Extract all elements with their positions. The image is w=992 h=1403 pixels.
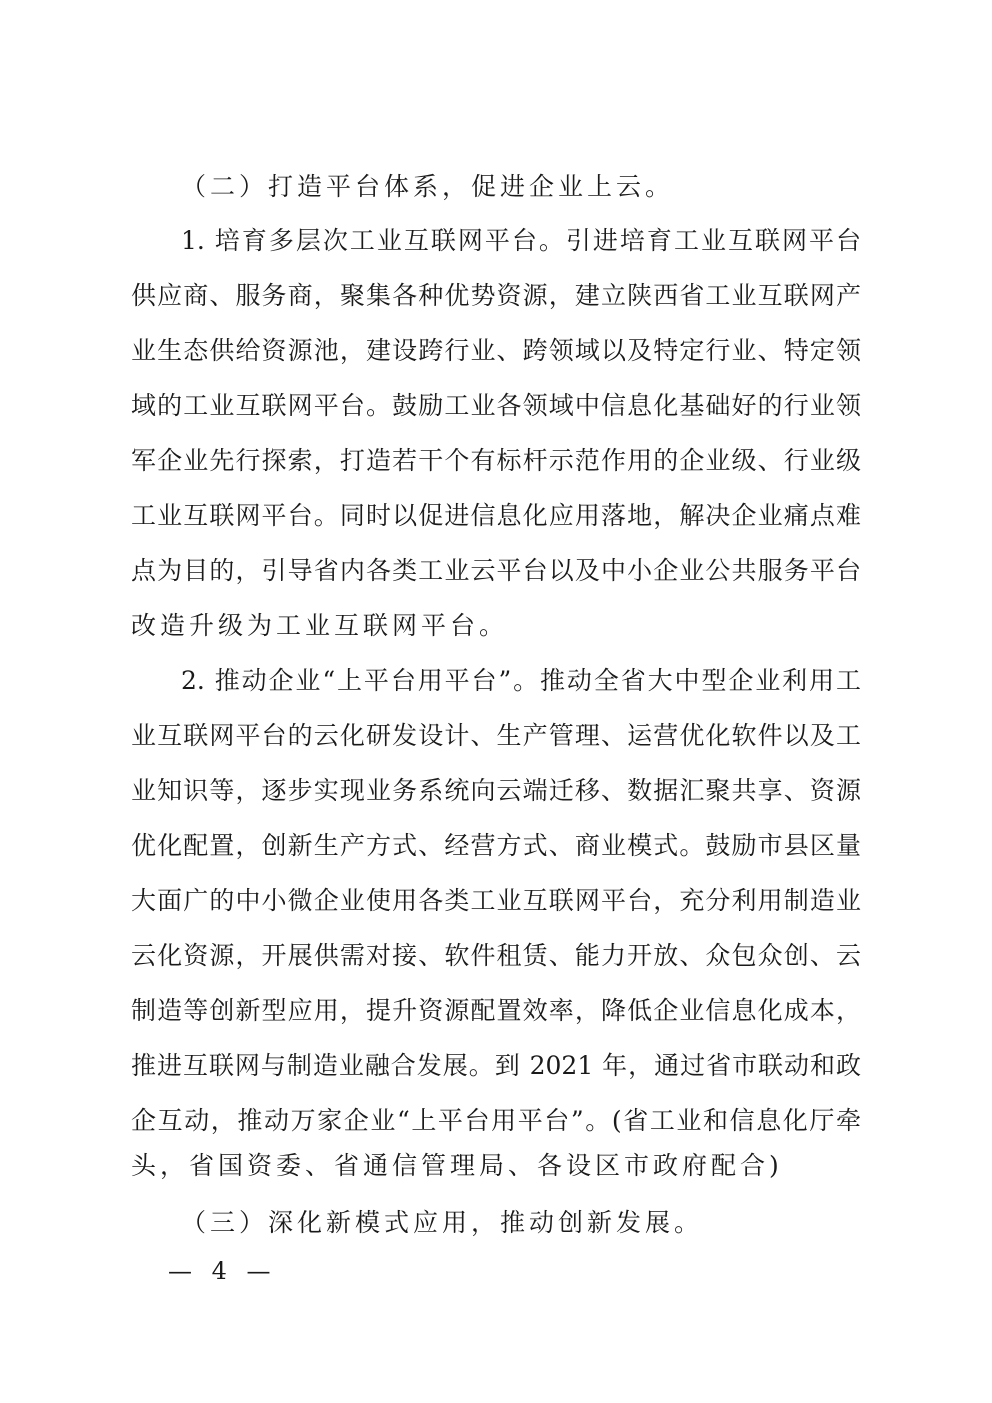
paragraph-1-line-8: 改造升级为工业互联网平台。 bbox=[131, 611, 509, 640]
paragraph-1-line-3: 业生态供给资源池，建设跨行业、跨领域以及特定行业、特定领 bbox=[131, 336, 861, 365]
page-number: — 4 — bbox=[168, 1257, 277, 1285]
section-heading-3: （三）深化新模式应用，推动创新发展。 bbox=[181, 1208, 704, 1237]
paragraph-2-line-5: 大面广的中小微企业使用各类工业互联网平台，充分利用制造业 bbox=[131, 886, 861, 915]
paragraph-1-line-1: 1. 培育多层次工业互联网平台。引进培育工业互联网平台 bbox=[181, 226, 861, 255]
paragraph-1-line-7: 点为目的，引导省内各类工业云平台以及中小企业公共服务平台 bbox=[131, 556, 861, 585]
paragraph-1-line-6: 工业互联网平台。同时以促进信息化应用落地，解决企业痛点难 bbox=[131, 501, 861, 530]
paragraph-2-line-4: 优化配置，创新生产方式、经营方式、商业模式。鼓励市县区量 bbox=[131, 831, 861, 860]
paragraph-2-line-10: 头，省国资委、省通信管理局、各设区市政府配合) bbox=[131, 1151, 783, 1180]
paragraph-2-line-1: 2. 推动企业“上平台用平台”。推动全省大中型企业利用工 bbox=[181, 666, 861, 695]
paragraph-1-line-2: 供应商、服务商，聚集各种优势资源，建立陕西省工业互联网产 bbox=[131, 281, 861, 310]
paragraph-2-line-7: 制造等创新型应用，提升资源配置效率，降低企业信息化成本， bbox=[131, 996, 861, 1025]
paragraph-1-line-5: 军企业先行探索，打造若干个有标杆示范作用的企业级、行业级 bbox=[131, 446, 861, 475]
paragraph-2-line-8: 推进互联网与制造业融合发展。到 2021 年，通过省市联动和政 bbox=[131, 1051, 861, 1080]
paragraph-1-line-4: 域的工业互联网平台。鼓励工业各领域中信息化基础好的行业领 bbox=[131, 391, 861, 420]
paragraph-2-line-3: 业知识等，逐步实现业务系统向云端迁移、数据汇聚共享、资源 bbox=[131, 776, 861, 805]
paragraph-2-line-9: 企互动，推动万家企业“上平台用平台”。(省工业和信息化厅牵 bbox=[131, 1106, 861, 1135]
paragraph-2-line-2: 业互联网平台的云化研发设计、生产管理、运营优化软件以及工 bbox=[131, 721, 861, 750]
paragraph-2-line-6: 云化资源，开展供需对接、软件租赁、能力开放、众包众创、云 bbox=[131, 941, 861, 970]
section-heading-2: （二）打造平台体系，促进企业上云。 bbox=[181, 172, 675, 201]
